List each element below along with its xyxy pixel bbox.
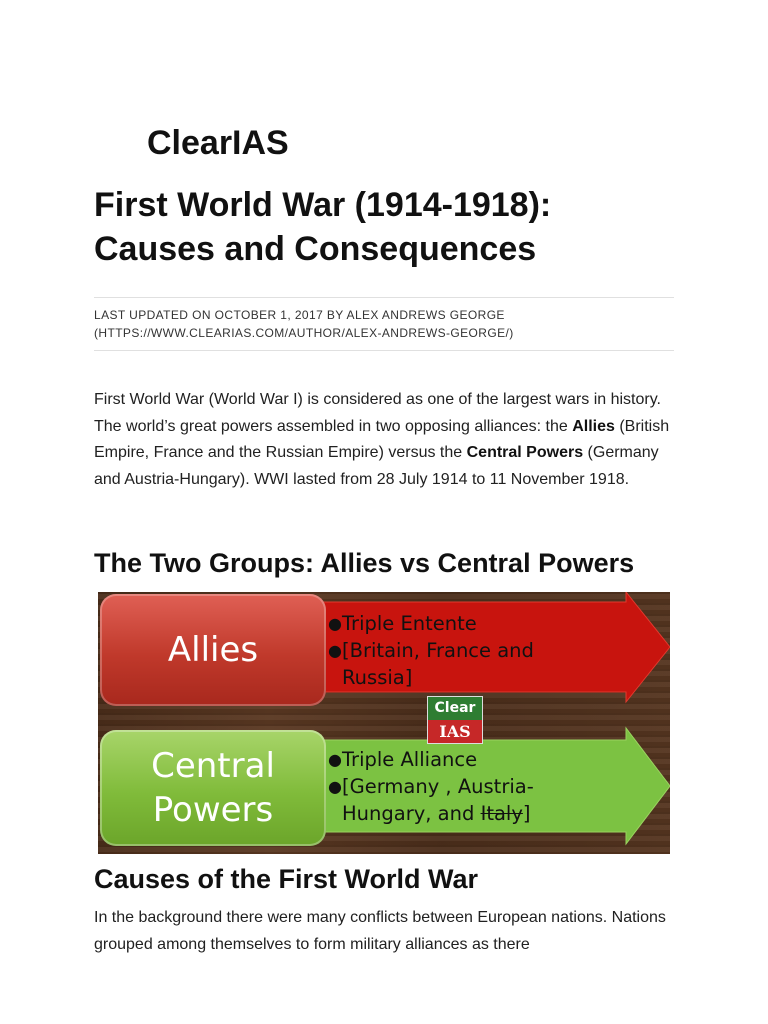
- logo-bottom-text: IAS: [428, 720, 482, 743]
- central-bullet-2-struck: Italy: [480, 802, 523, 825]
- allies-bullet-2-line-1: [Britain, France and: [342, 639, 534, 662]
- allies-bullet-2-line-2: Russia]: [342, 666, 413, 689]
- article-meta: [94, 306, 694, 342]
- article-title: [94, 183, 694, 271]
- divider-top: [94, 297, 674, 298]
- central-powers-box: [100, 730, 326, 846]
- allies-box: [100, 594, 326, 706]
- site-name[interactable]: ClearIAS: [147, 124, 289, 162]
- clearias-logo: [427, 696, 483, 744]
- title-line-1: First World War (1914-1918):: [94, 186, 552, 224]
- section-heading-causes: Causes of the First World War: [94, 864, 479, 894]
- bullet-icon: ●: [328, 777, 342, 796]
- intro-bold-central: Central Powers: [466, 444, 584, 461]
- central-bullet-2-close: ]: [522, 802, 531, 825]
- central-bullet-2-line-1: [Germany , Austria-: [342, 775, 534, 798]
- intro-text-2: (British Empire, France and the Russian Empire) versus the: [94, 417, 670, 461]
- intro-paragraph: [94, 387, 684, 493]
- meta-author-link[interactable]: (HTTPS://WWW.CLEARIAS.COM/AUTHOR/ALEX-ANDREWS-GEORGE/): [94, 326, 514, 340]
- allies-label: Allies: [167, 630, 259, 670]
- central-bullet-2-text: Hungary, and: [342, 802, 481, 825]
- section-heading-groups: The Two Groups: Allies vs Central Powers: [94, 548, 635, 578]
- central-bullet-2-line-2: [328, 800, 588, 827]
- central-bullets: [328, 746, 588, 827]
- intro-bold-allies: Allies: [572, 417, 615, 435]
- logo-top-text: Clear: [428, 697, 482, 720]
- central-label-line-2: Powers: [152, 790, 274, 830]
- bullet-icon: ●: [328, 750, 342, 769]
- allies-bullet-1: Triple Entente: [342, 612, 477, 635]
- bullet-icon: ●: [328, 641, 342, 660]
- divider-bottom: [94, 350, 674, 351]
- title-line-2: Causes and Consequences: [94, 230, 537, 268]
- allies-bullets: [328, 610, 588, 691]
- causes-paragraph: In the background there were many conflicts between European nations. Nations grouped among themselves to form military alliances as there: [94, 909, 666, 953]
- central-label-line-1: Central: [151, 746, 275, 786]
- meta-updated-byline: LAST UPDATED ON OCTOBER 1, 2017 BY ALEX ANDREWS GEORGE: [94, 308, 505, 322]
- intro-text-3: (Germany and Austria-Hungary). WWI lasted from 28 July 1914 to 11 November 1918.: [94, 444, 659, 488]
- bullet-icon: ●: [328, 614, 342, 633]
- allies-vs-central-diagram: [98, 592, 670, 854]
- central-bullet-1: Triple Alliance: [342, 748, 478, 771]
- intro-text-1: First World War (World War I) is considered as one of the largest wars in history. The world’s great powers assembled in two opposing alliances: the: [94, 391, 661, 435]
